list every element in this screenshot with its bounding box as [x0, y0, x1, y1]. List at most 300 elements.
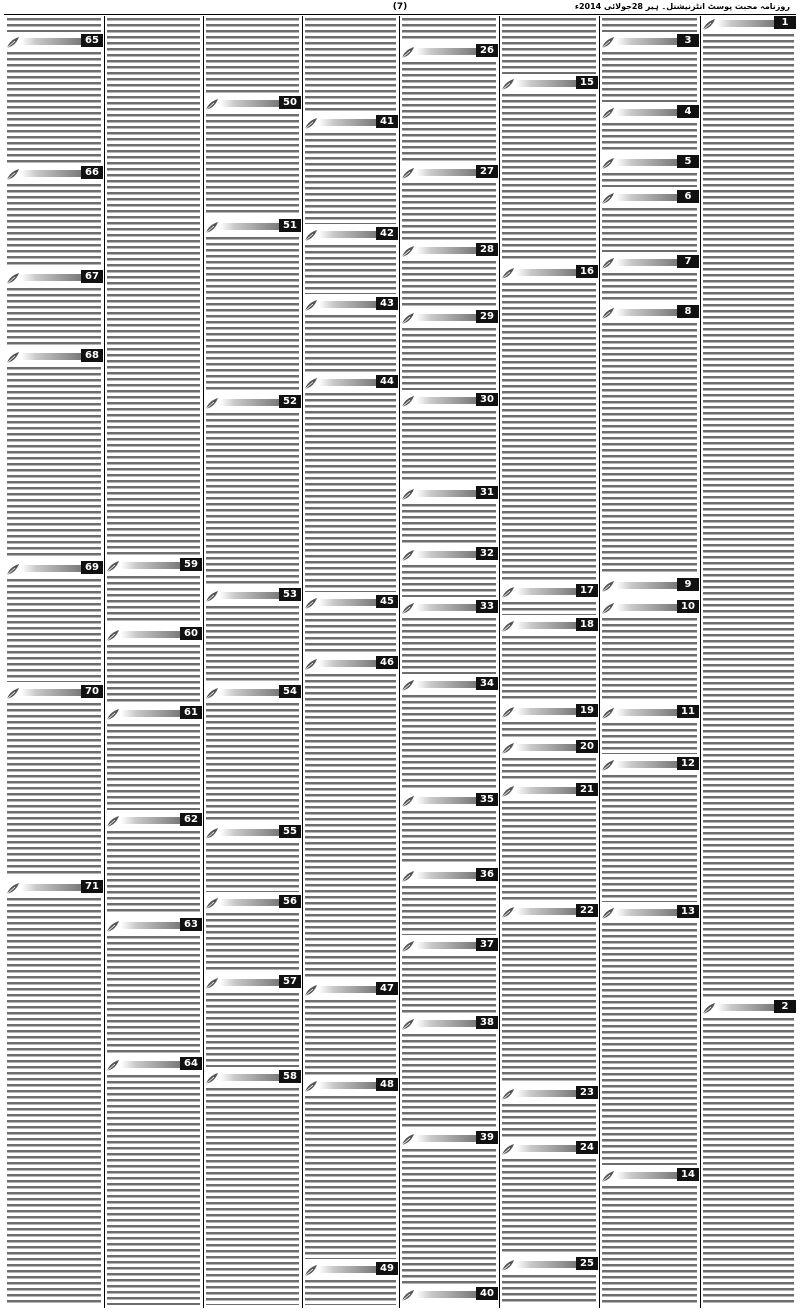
news-item-number: 71	[81, 880, 103, 893]
news-item-header	[105, 1057, 202, 1070]
header-gradient-bar	[616, 582, 677, 589]
header-gradient-bar	[21, 689, 81, 696]
news-item-number: 36	[476, 868, 498, 881]
article-text	[206, 841, 299, 892]
header-gradient-bar	[616, 259, 677, 266]
leaf-icon	[501, 618, 515, 631]
news-item-header	[303, 1262, 398, 1275]
news-item-header	[600, 190, 699, 203]
header-gradient-bar	[616, 38, 677, 45]
header-gradient-bar	[220, 399, 279, 406]
article-text	[305, 998, 396, 1075]
leaf-icon	[601, 905, 615, 918]
leaf-icon	[106, 558, 120, 571]
leaf-icon	[501, 704, 515, 717]
header-gradient-bar	[416, 681, 476, 688]
page-number: (7)	[392, 2, 408, 12]
header-gradient-bar	[121, 1061, 180, 1068]
leaf-icon	[106, 706, 120, 719]
news-item-number: 29	[476, 310, 498, 323]
news-item-header	[400, 1016, 498, 1029]
news-item-number: 67	[81, 270, 103, 283]
leaf-icon	[501, 740, 515, 753]
leaf-icon	[6, 685, 20, 698]
news-item-number: 31	[476, 486, 498, 499]
news-item-number: 49	[376, 1262, 398, 1275]
leaf-icon	[501, 265, 515, 278]
article-text	[703, 32, 794, 997]
news-item-header	[500, 904, 598, 917]
leaf-icon	[401, 1016, 415, 1029]
news-item-header	[5, 34, 103, 47]
leaf-icon	[205, 975, 219, 988]
header-gradient-bar	[516, 1261, 576, 1268]
news-item-header	[500, 265, 598, 278]
leaf-icon	[205, 395, 219, 408]
article-text	[402, 409, 496, 483]
news-item-number: 65	[81, 34, 103, 47]
leaf-icon	[401, 165, 415, 178]
article-text	[602, 16, 697, 32]
article-text	[402, 954, 496, 1013]
news-item-header	[204, 1070, 301, 1083]
column-rule	[203, 16, 204, 1308]
news-item-number: 52	[279, 395, 301, 408]
leaf-icon	[205, 825, 219, 838]
news-item-header	[600, 155, 699, 168]
header-gradient-bar	[21, 274, 81, 281]
news-item-header	[5, 349, 103, 362]
article-text	[402, 809, 496, 865]
header-gradient-bar	[616, 109, 677, 116]
article-text	[206, 235, 299, 392]
article-text	[305, 672, 396, 979]
news-item-header	[701, 1000, 796, 1013]
column-rule	[302, 16, 303, 1308]
column-rule	[399, 16, 400, 1308]
header-gradient-bar	[616, 159, 677, 166]
header-gradient-bar	[319, 660, 376, 667]
leaf-icon	[601, 600, 615, 613]
article-text	[402, 563, 496, 597]
header-gradient-bar	[220, 592, 279, 599]
column-rule	[104, 16, 105, 1308]
article-text	[206, 991, 299, 1067]
news-item-number: 57	[279, 975, 301, 988]
leaf-icon	[304, 115, 318, 128]
news-item-header	[500, 1141, 598, 1154]
news-item-header	[500, 1086, 598, 1099]
leaf-icon	[6, 34, 20, 47]
news-item-header	[204, 219, 301, 232]
news-item-number: 16	[576, 265, 598, 278]
article-text	[602, 50, 697, 102]
leaf-icon	[401, 547, 415, 560]
news-item-number: 14	[677, 1168, 699, 1181]
header-gradient-bar	[319, 301, 376, 308]
header-gradient-bar	[516, 744, 576, 751]
news-item-header	[400, 677, 498, 690]
article-text	[402, 16, 496, 42]
news-item-header	[600, 705, 699, 718]
leaf-icon	[401, 677, 415, 690]
news-item-number: 23	[576, 1086, 598, 1099]
news-item-header	[400, 600, 498, 613]
header-gradient-bar	[21, 884, 81, 891]
article-text	[502, 92, 596, 262]
leaf-icon	[304, 297, 318, 310]
news-item-number: 8	[677, 305, 699, 318]
article-text	[7, 50, 101, 163]
article-text	[502, 1157, 596, 1254]
news-item-number: 53	[279, 588, 301, 601]
header-gradient-bar	[21, 170, 81, 177]
news-item-header	[5, 166, 103, 179]
header-gradient-bar	[220, 689, 279, 696]
article-text	[206, 701, 299, 822]
leaf-icon	[601, 190, 615, 203]
news-item-header	[204, 825, 301, 838]
leaf-icon	[601, 705, 615, 718]
news-item-number: 63	[180, 918, 202, 931]
article-text	[402, 1032, 496, 1128]
leaf-icon	[106, 813, 120, 826]
news-item-header	[600, 578, 699, 591]
leaf-icon	[601, 255, 615, 268]
news-item-number: 59	[180, 558, 202, 571]
news-item-header	[600, 757, 699, 770]
news-item-header	[105, 918, 202, 931]
article-text	[502, 600, 596, 615]
article-text	[107, 16, 200, 556]
news-item-number: 4	[677, 105, 699, 118]
leaf-icon	[601, 305, 615, 318]
article-text	[602, 721, 697, 754]
leaf-icon	[401, 310, 415, 323]
news-item-header	[303, 297, 398, 310]
leaf-icon	[501, 1086, 515, 1099]
article-text	[502, 634, 596, 701]
news-item-number: 50	[279, 96, 301, 109]
news-item-number: 34	[476, 677, 498, 690]
leaf-icon	[106, 1057, 120, 1070]
news-item-number: 44	[376, 375, 398, 388]
leaf-icon	[6, 349, 20, 362]
article-text	[305, 16, 396, 113]
article-text	[402, 60, 496, 162]
header-gradient-bar	[516, 908, 576, 915]
news-item-header	[303, 595, 398, 608]
header-gradient-bar	[319, 1266, 376, 1273]
news-item-number: 25	[576, 1257, 598, 1270]
news-item-header	[600, 34, 699, 47]
news-item-number: 58	[279, 1070, 301, 1083]
news-item-header	[5, 561, 103, 574]
article-text	[402, 616, 496, 674]
leaf-icon	[304, 1262, 318, 1275]
news-item-header	[204, 96, 301, 109]
news-item-header	[400, 793, 498, 806]
article-text	[305, 1278, 396, 1305]
news-item-number: 43	[376, 297, 398, 310]
leaf-icon	[6, 166, 20, 179]
article-text	[107, 722, 200, 810]
header-gradient-bar	[319, 231, 376, 238]
leaf-icon	[304, 982, 318, 995]
masthead	[4, 2, 796, 15]
article-text	[206, 112, 299, 216]
header-gradient-bar	[319, 379, 376, 386]
news-column	[204, 16, 301, 1308]
header-gradient-bar	[717, 20, 774, 27]
header-gradient-bar	[616, 1172, 677, 1179]
header-gradient-bar	[416, 314, 476, 321]
news-item-header	[600, 905, 699, 918]
header-gradient-bar	[416, 1020, 476, 1027]
header-gradient-bar	[416, 797, 476, 804]
header-gradient-bar	[21, 353, 81, 360]
header-gradient-bar	[220, 899, 279, 906]
article-text	[206, 1086, 299, 1305]
leaf-icon	[601, 757, 615, 770]
news-item-header	[600, 305, 699, 318]
header-gradient-bar	[121, 817, 180, 824]
article-text	[502, 1102, 596, 1138]
news-item-header	[400, 1131, 498, 1144]
article-text	[206, 604, 299, 682]
news-item-header	[600, 1168, 699, 1181]
news-item-header	[701, 16, 796, 29]
header-gradient-bar	[319, 599, 376, 606]
article-text	[602, 921, 697, 1165]
article-text	[502, 799, 596, 901]
header-gradient-bar	[516, 622, 576, 629]
news-item-header	[400, 938, 498, 951]
news-item-header	[600, 600, 699, 613]
header-gradient-bar	[220, 829, 279, 836]
leaf-icon	[205, 96, 219, 109]
news-item-header	[5, 880, 103, 893]
article-text	[602, 171, 697, 187]
news-item-number: 6	[677, 190, 699, 203]
article-text	[602, 616, 697, 702]
column-rule	[700, 16, 701, 1308]
news-item-header	[400, 165, 498, 178]
leaf-icon	[304, 656, 318, 669]
news-column	[500, 16, 598, 1308]
header-gradient-bar	[516, 1090, 576, 1097]
article-text	[305, 131, 396, 224]
masthead-title: روزنامہ محبت پوسٹ انٹرنیشنل۔ ہیر 28جولائی 2014ء	[574, 2, 790, 11]
news-item-number: 22	[576, 904, 598, 917]
leaf-icon	[501, 904, 515, 917]
news-item-number: 32	[476, 547, 498, 560]
article-text	[7, 286, 101, 346]
news-item-header	[303, 1078, 398, 1091]
article-text	[703, 1016, 794, 1305]
header-gradient-bar	[416, 551, 476, 558]
article-text	[502, 281, 596, 581]
news-item-number: 10	[677, 600, 699, 613]
leaf-icon	[501, 1257, 515, 1270]
news-item-number: 28	[476, 243, 498, 256]
article-text	[7, 16, 101, 32]
article-text	[502, 16, 596, 74]
news-item-header	[5, 685, 103, 698]
leaf-icon	[601, 578, 615, 591]
news-item-number: 68	[81, 349, 103, 362]
leaf-icon	[401, 1287, 415, 1300]
article-text	[402, 502, 496, 544]
news-item-number: 39	[476, 1131, 498, 1144]
header-gradient-bar	[616, 909, 677, 916]
article-text	[602, 206, 697, 252]
article-text	[402, 259, 496, 307]
news-item-number: 2	[774, 1000, 796, 1013]
header-gradient-bar	[319, 119, 376, 126]
article-text	[602, 1184, 697, 1305]
leaf-icon	[6, 880, 20, 893]
header-gradient-bar	[220, 1074, 279, 1081]
news-item-number: 70	[81, 685, 103, 698]
leaf-icon	[401, 243, 415, 256]
news-item-number: 35	[476, 793, 498, 806]
news-item-number: 40	[476, 1287, 498, 1300]
leaf-icon	[601, 1168, 615, 1181]
news-item-number: 38	[476, 1016, 498, 1029]
news-item-number: 20	[576, 740, 598, 753]
news-item-number: 69	[81, 561, 103, 574]
article-text	[7, 182, 101, 267]
news-item-number: 48	[376, 1078, 398, 1091]
leaf-icon	[702, 16, 716, 29]
header-gradient-bar	[21, 565, 81, 572]
news-item-header	[105, 706, 202, 719]
news-item-number: 66	[81, 166, 103, 179]
header-gradient-bar	[220, 100, 279, 107]
news-item-number: 51	[279, 219, 301, 232]
header-gradient-bar	[616, 761, 677, 768]
leaf-icon	[401, 1131, 415, 1144]
article-text	[602, 121, 697, 152]
article-text	[305, 391, 396, 592]
header-gradient-bar	[717, 1004, 774, 1011]
leaf-icon	[401, 600, 415, 613]
article-text	[502, 720, 596, 737]
news-column	[303, 16, 398, 1308]
news-item-number: 60	[180, 627, 202, 640]
news-item-number: 13	[677, 905, 699, 918]
news-item-header	[204, 588, 301, 601]
news-item-number: 17	[576, 584, 598, 597]
article-text	[107, 574, 200, 624]
header-gradient-bar	[516, 588, 576, 595]
header-gradient-bar	[416, 1291, 476, 1298]
news-item-header	[303, 375, 398, 388]
header-gradient-bar	[516, 1145, 576, 1152]
news-item-header	[400, 868, 498, 881]
article-text	[7, 896, 101, 1305]
news-item-header	[105, 558, 202, 571]
article-text	[402, 884, 496, 935]
news-item-header	[204, 895, 301, 908]
leaf-icon	[106, 918, 120, 931]
article-text	[402, 693, 496, 790]
leaf-icon	[401, 44, 415, 57]
article-text	[602, 271, 697, 302]
header-gradient-bar	[416, 604, 476, 611]
leaf-icon	[501, 1141, 515, 1154]
news-item-number: 37	[476, 938, 498, 951]
leaf-icon	[205, 588, 219, 601]
header-gradient-bar	[516, 708, 576, 715]
news-item-header	[5, 270, 103, 283]
news-item-number: 18	[576, 618, 598, 631]
leaf-icon	[702, 1000, 716, 1013]
column-rule	[499, 16, 500, 1308]
article-text	[502, 920, 596, 1083]
news-item-number: 62	[180, 813, 202, 826]
leaf-icon	[304, 227, 318, 240]
article-text	[107, 934, 200, 1054]
article-text	[602, 773, 697, 902]
header-gradient-bar	[121, 562, 180, 569]
header-gradient-bar	[121, 631, 180, 638]
header-gradient-bar	[616, 309, 677, 316]
leaf-icon	[501, 584, 515, 597]
news-item-header	[303, 656, 398, 669]
news-item-header	[303, 982, 398, 995]
news-item-number: 41	[376, 115, 398, 128]
article-text	[206, 16, 299, 94]
leaf-icon	[304, 375, 318, 388]
news-item-header	[600, 105, 699, 118]
leaf-icon	[501, 783, 515, 796]
leaf-icon	[205, 685, 219, 698]
news-item-header	[500, 704, 598, 717]
news-item-number: 21	[576, 783, 598, 796]
article-text	[107, 643, 200, 703]
article-text	[305, 243, 396, 294]
article-text	[305, 313, 396, 372]
header-gradient-bar	[616, 604, 677, 611]
leaf-icon	[601, 34, 615, 47]
news-column	[5, 16, 103, 1308]
news-item-number: 3	[677, 34, 699, 47]
leaf-icon	[601, 105, 615, 118]
news-item-number: 19	[576, 704, 598, 717]
header-gradient-bar	[220, 979, 279, 986]
news-item-header	[204, 685, 301, 698]
header-gradient-bar	[416, 48, 476, 55]
news-item-header	[400, 393, 498, 406]
header-gradient-bar	[616, 709, 677, 716]
news-column	[105, 16, 202, 1308]
leaf-icon	[401, 868, 415, 881]
header-gradient-bar	[516, 269, 576, 276]
header-gradient-bar	[416, 942, 476, 949]
article-text	[602, 321, 697, 575]
header-gradient-bar	[416, 490, 476, 497]
article-text	[305, 611, 396, 653]
article-text	[206, 911, 299, 972]
header-gradient-bar	[616, 194, 677, 201]
news-item-header	[400, 310, 498, 323]
news-column	[600, 16, 699, 1308]
article-text	[107, 1073, 200, 1305]
news-item-number: 45	[376, 595, 398, 608]
leaf-icon	[601, 155, 615, 168]
